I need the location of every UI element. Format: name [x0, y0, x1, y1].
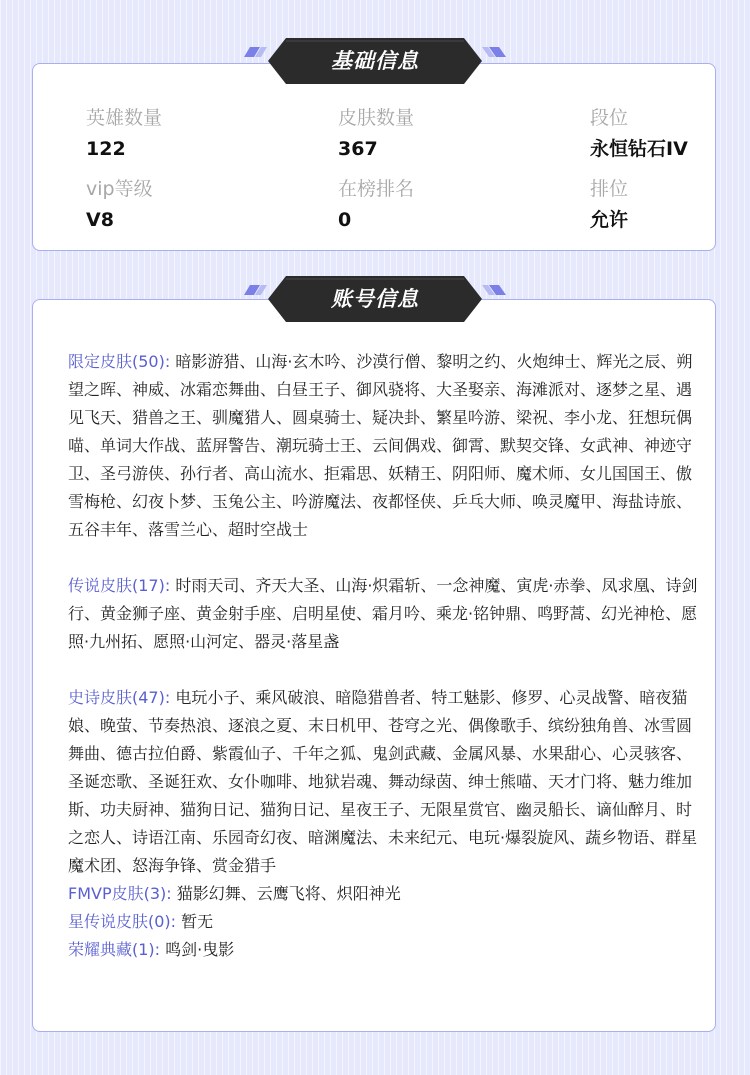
skin-list	[68, 348, 698, 964]
stat-label: 皮肤数量	[338, 107, 415, 129]
stat-label: vip等级	[86, 178, 153, 200]
stat-leaderboard-rank	[338, 176, 414, 233]
skin-group-glory-collection	[68, 936, 698, 964]
stat-value: V8	[86, 209, 114, 231]
skin-group-epic	[68, 684, 698, 880]
skin-names: 暗影游猎、山海·玄木吟、沙漠行僧、黎明之约、火炮绅士、辉光之辰、朔望之晖、神威、冰霜恋舞曲、白昼王子、御风骁将、大圣娶亲、海滩派对、逐梦之星、遇见飞天、猎兽之王、驯魔猎人、圆桌骑士、疑决卦、繁星吟游、梁祝、李小龙、狂想玩偶喵、单词大作战、蓝屏警告、潮玩骑士王、云间偶戏、御霄、默契交锋、女武神、神迹守卫、圣弓游侠、孙行者、高山流水、拒霜思、妖精王、阴阳师、魔术师、女儿国国王、傲雪梅枪、幻夜卜梦、玉兔公主、吟游魔法、夜都怪侠、乒乓大师、唤灵魔甲、海盐诗旅、五谷丰年、落雪兰心、超时空战士	[68, 352, 693, 539]
skin-names: 猫影幻舞、云鹰飞将、炽阳神光	[176, 884, 401, 903]
account-info-title: 账号信息	[331, 287, 419, 311]
stat-rank-tier	[590, 105, 688, 162]
stat-value: 122	[86, 138, 126, 160]
stat-vip-level	[86, 176, 153, 233]
skin-category-label: 荣耀典藏(1):	[68, 940, 161, 959]
skin-names: 时雨天司、齐天大圣、山海·炽霜斩、一念神魔、寅虎·赤拳、凤求凰、诗剑行、黄金狮子座、黄金射手座、启明星使、霜月吟、乘龙·铭钟鼎、鸣野蒿、幻光神枪、愿照·九州拓、愿照·山河定、器灵·落星盏	[68, 576, 698, 651]
account-info-title-tab	[244, 276, 506, 322]
skin-names: 电玩小子、乘风破浪、暗隐猎兽者、特工魅影、修罗、心灵战警、暗夜猫娘、晚萤、节奏热浪、逐浪之夏、末日机甲、苍穹之光、偶像歌手、缤纷独角兽、冰雪圆舞曲、德古拉伯爵、紫霞仙子、千年之狐、鬼剑武藏、金属风暴、水果甜心、心灵骇客、圣诞恋歌、圣诞狂欢、女仆咖啡、地狱岩魂、舞动绿茵、绅士熊喵、天才门将、魅力维加斯、功夫厨神、猫狗日记、猫狗日记、星夜王子、无限星赏官、幽灵船长、谪仙醉月、时之恋人、诗语江南、乐园奇幻夜、暗渊魔法、未来纪元、电玩·爆裂旋风、蔬乡物语、群星魔术团、怒海争锋、赏金猎手	[68, 688, 698, 875]
stat-value: 允许	[590, 209, 629, 231]
skin-group-star-legend	[68, 908, 698, 936]
stat-hero-count	[86, 105, 162, 162]
stat-value: 永恒钻石IV	[590, 138, 688, 160]
skin-group-limited	[68, 348, 698, 544]
skin-group-fmvp	[68, 880, 698, 908]
basic-info-title: 基础信息	[331, 49, 419, 73]
stat-ranked-allowed	[590, 176, 628, 233]
stat-value: 367	[338, 138, 378, 160]
skin-category-label: 限定皮肤(50):	[68, 352, 171, 371]
skin-category-label: 星传说皮肤(0):	[68, 912, 177, 931]
stat-skin-count	[338, 105, 414, 162]
skin-names: 暂无	[181, 912, 214, 931]
skin-group-legend	[68, 572, 698, 656]
stat-value: 0	[338, 209, 352, 231]
basic-info-title-tab	[244, 38, 506, 84]
skin-names: 鸣剑·曳影	[165, 940, 235, 959]
stat-label: 在榜排名	[338, 178, 415, 200]
skin-category-label: 史诗皮肤(47):	[68, 688, 171, 707]
skin-category-label: 传说皮肤(17):	[68, 576, 171, 595]
skin-category-label: FMVP皮肤(3):	[68, 884, 172, 903]
stat-label: 英雄数量	[86, 107, 163, 129]
stat-label: 段位	[590, 107, 629, 129]
stat-label: 排位	[590, 178, 629, 200]
